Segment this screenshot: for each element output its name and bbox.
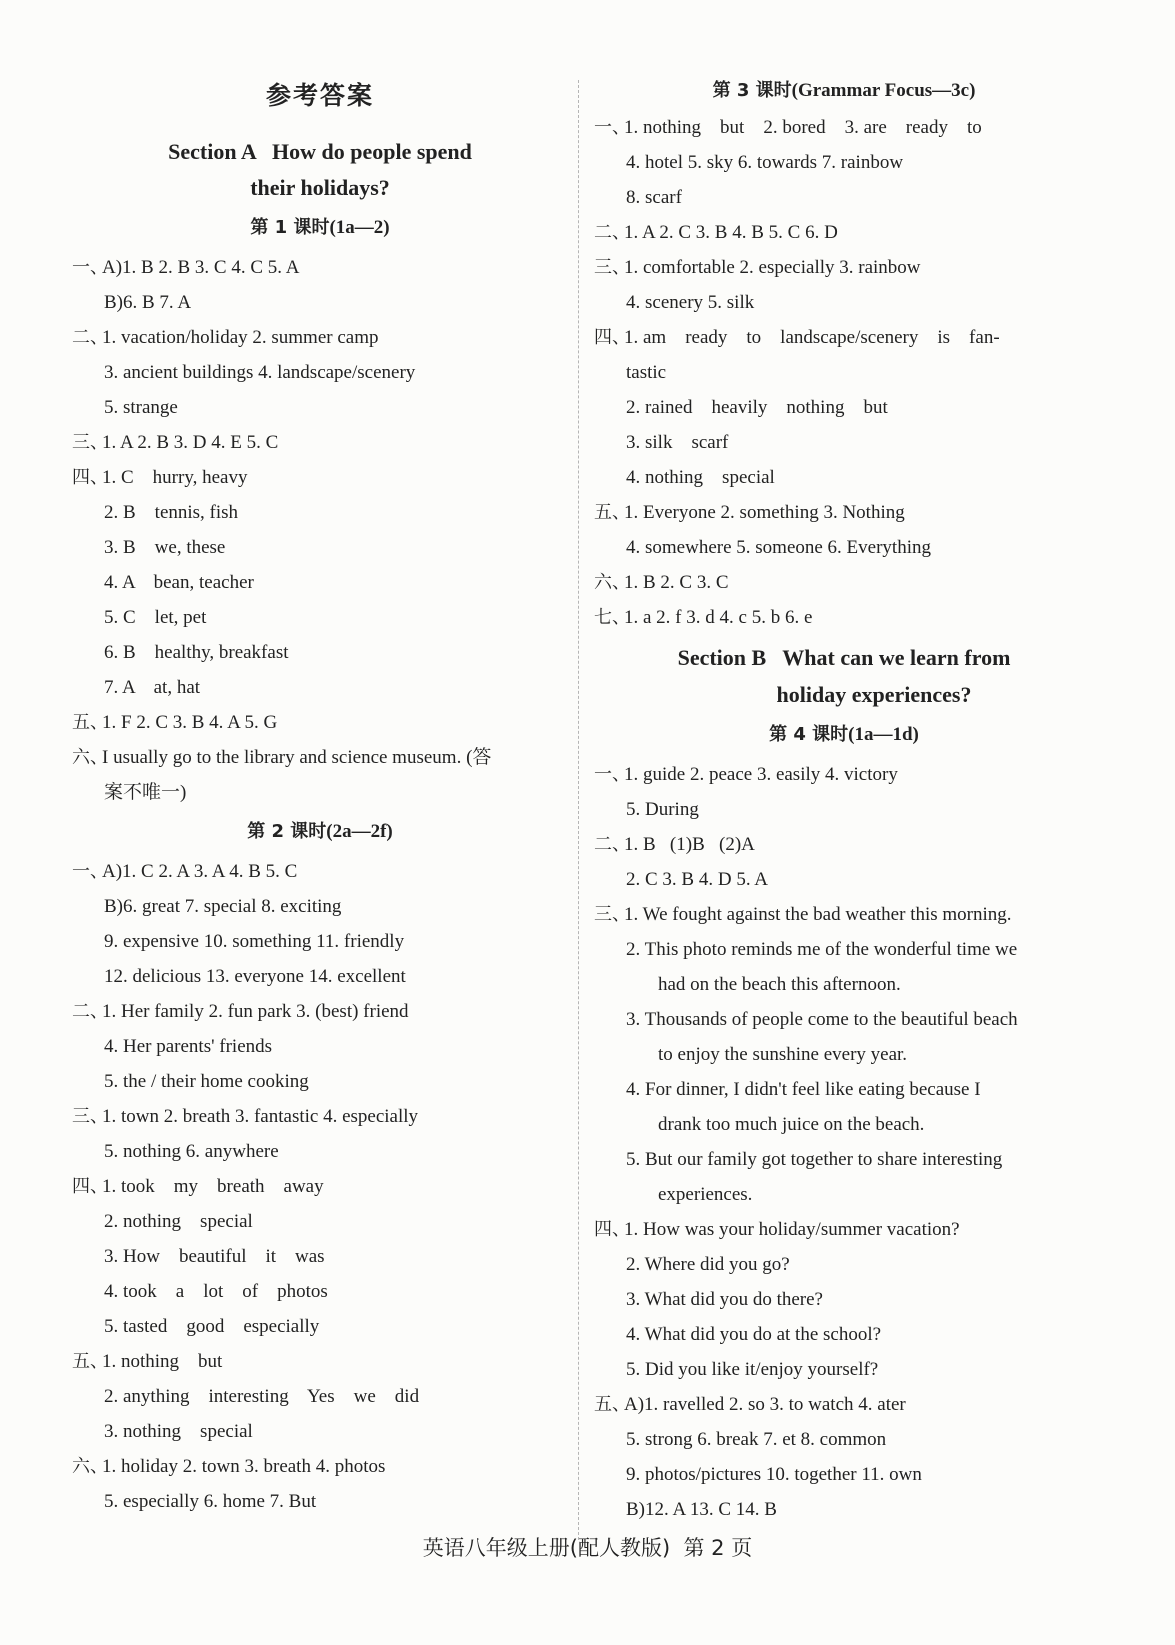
answer-line: 五、A)1. ravelled 2. so 3. to watch 4. ater bbox=[594, 1394, 906, 1415]
answer-line: 4. Her parents' friends bbox=[104, 1036, 273, 1057]
answer-line: 五、1. Everyone 2. something 3. Nothing bbox=[594, 502, 905, 523]
answer-line: 5. nothing 6. anywhere bbox=[104, 1141, 279, 1162]
answer-line: 一、A)1. C 2. A 3. A 4. B 5. C bbox=[72, 861, 298, 882]
answer-line: B)6. great 7. special 8. exciting bbox=[104, 896, 342, 917]
answer-line: 2. C 3. B 4. D 5. A bbox=[626, 869, 768, 890]
answer-line: 3. Thousands of people come to the beautiful beach bbox=[626, 1009, 1018, 1030]
answer-line: 2. nothing special bbox=[104, 1211, 253, 1232]
answer-line: 一、1. guide 2. peace 3. easily 4. victory bbox=[594, 764, 898, 785]
answer-line: 3. silk scarf bbox=[626, 432, 729, 453]
answer-line: drank too much juice on the beach. bbox=[658, 1114, 925, 1135]
answer-line: 2. rained heavily nothing but bbox=[626, 397, 888, 418]
answer-line: 5. C let, pet bbox=[104, 607, 207, 628]
answer-line: 5. strange bbox=[104, 397, 178, 418]
answer-line: 四、1. How was your holiday/summer vacation? bbox=[594, 1219, 960, 1240]
answer-line: 3. ancient buildings 4. landscape/scenery bbox=[104, 362, 416, 383]
answer-line: 5. Did you like it/enjoy yourself? bbox=[626, 1359, 879, 1380]
answer-line: had on the beach this afternoon. bbox=[658, 974, 901, 995]
answer-line: 六、1. B 2. C 3. C bbox=[594, 572, 729, 593]
answer-line: 9. photos/pictures 10. together 11. own bbox=[626, 1464, 922, 1485]
answer-line: 6. B healthy, breakfast bbox=[104, 642, 289, 663]
lesson-3-heading: 第 3 课时(Grammar Focus—3c) bbox=[712, 80, 976, 101]
answer-line: 4. nothing special bbox=[626, 467, 775, 488]
answer-line: 5. the / their home cooking bbox=[104, 1071, 309, 1092]
answer-line: 5. During bbox=[626, 799, 699, 820]
section-a-heading-line2: their holidays? bbox=[250, 175, 390, 200]
answer-line: experiences. bbox=[658, 1184, 753, 1205]
page-title: 参考答案 bbox=[265, 81, 374, 110]
answer-line: B)6. B 7. A bbox=[104, 292, 192, 313]
answer-line: 五、1. F 2. C 3. B 4. A 5. G bbox=[72, 712, 278, 733]
answer-line: 4. somewhere 5. someone 6. Everything bbox=[626, 537, 931, 558]
answer-line: 一、1. nothing but 2. bored 3. are ready to bbox=[594, 117, 982, 138]
answer-line: 5. tasted good especially bbox=[104, 1316, 320, 1337]
answer-line: 3. nothing special bbox=[104, 1421, 253, 1442]
answer-line: B)12. A 13. C 14. B bbox=[626, 1499, 777, 1520]
answer-line: 三、1. A 2. B 3. D 4. E 5. C bbox=[72, 432, 279, 453]
answer-line: 二、1. B (1)B (2)A bbox=[594, 834, 755, 855]
answer-line: 六、I usually go to the library and science museum. (答 bbox=[72, 747, 492, 768]
answer-line: 三、1. comfortable 2. especially 3. rainbow bbox=[594, 257, 921, 278]
answer-line: 2. This photo reminds me of the wonderful time we bbox=[626, 939, 1018, 960]
answer-line: 7. A at, hat bbox=[104, 677, 201, 698]
answer-line: 案不唯一) bbox=[104, 782, 187, 803]
answer-line: 4. A bean, teacher bbox=[104, 572, 254, 593]
answer-line: 5. But our family got together to share interesting bbox=[626, 1149, 1003, 1170]
answer-line: 三、1. town 2. breath 3. fantastic 4. especially bbox=[72, 1106, 419, 1127]
answer-line: 3. How beautiful it was bbox=[104, 1246, 325, 1267]
answer-line: 4. For dinner, I didn't feel like eating because I bbox=[626, 1079, 981, 1100]
answer-line: 12. delicious 13. everyone 14. excellent bbox=[104, 966, 406, 987]
answer-line: 四、1. am ready to landscape/scenery is fan- bbox=[594, 327, 1000, 348]
lesson-2-heading: 第 2 课时(2a—2f) bbox=[247, 821, 393, 842]
column-divider bbox=[578, 80, 579, 1540]
answer-line: 2. Where did you go? bbox=[626, 1254, 790, 1275]
answer-line: 4. What did you do at the school? bbox=[626, 1324, 882, 1345]
lesson-4-heading: 第 4 课时(1a—1d) bbox=[769, 724, 919, 745]
answer-line: 5. strong 6. break 7. et 8. common bbox=[626, 1429, 887, 1450]
lesson-1-heading: 第 1 课时(1a—2) bbox=[250, 217, 390, 238]
section-a-line1: Section A How do people spend bbox=[168, 139, 472, 164]
answer-line: 四、1. C hurry, heavy bbox=[72, 467, 248, 488]
left-column bbox=[72, 68, 568, 1519]
section-b-heading-line2: holiday experiences? bbox=[776, 682, 972, 707]
answer-line: 二、1. A 2. C 3. B 4. B 5. C 6. D bbox=[594, 222, 838, 243]
section-b-heading: Section B What can we learn from bbox=[677, 645, 1011, 670]
answer-line: 二、1. Her family 2. fun park 3. (best) friend bbox=[72, 1001, 409, 1022]
answer-line: 2. anything interesting Yes we did bbox=[104, 1386, 420, 1407]
section-a-heading bbox=[72, 134, 568, 170]
answer-line: 六、1. holiday 2. town 3. breath 4. photos bbox=[72, 1456, 386, 1477]
answer-line: 七、1. a 2. f 3. d 4. c 5. b 6. e bbox=[594, 607, 813, 628]
answer-line: 4. took a lot of photos bbox=[104, 1281, 328, 1302]
page-footer: 英语八年级上册(配人教版) 第 2 页 bbox=[422, 1536, 753, 1560]
answer-line: 2. B tennis, fish bbox=[104, 502, 239, 523]
answer-line: tastic bbox=[626, 362, 667, 383]
answer-line: 一、A)1. B 2. B 3. C 4. C 5. A bbox=[72, 257, 300, 278]
answer-line: 9. expensive 10. something 11. friendly bbox=[104, 931, 405, 952]
answer-line: to enjoy the sunshine every year. bbox=[658, 1044, 908, 1065]
right-column bbox=[594, 72, 1094, 1527]
answer-line: 3. B we, these bbox=[104, 537, 226, 558]
answer-line: 4. hotel 5. sky 6. towards 7. rainbow bbox=[626, 152, 904, 173]
answer-line: 五、1. nothing but bbox=[72, 1351, 223, 1372]
answer-line: 5. especially 6. home 7. But bbox=[104, 1491, 317, 1512]
answer-line: 8. scarf bbox=[626, 187, 682, 208]
answer-line: 3. What did you do there? bbox=[626, 1289, 823, 1310]
answer-line: 二、1. vacation/holiday 2. summer camp bbox=[72, 327, 379, 348]
answer-line: 三、1. We fought against the bad weather this morning. bbox=[594, 904, 1012, 925]
answer-line: 4. scenery 5. silk bbox=[626, 292, 755, 313]
answer-line: 四、1. took my breath away bbox=[72, 1176, 324, 1197]
